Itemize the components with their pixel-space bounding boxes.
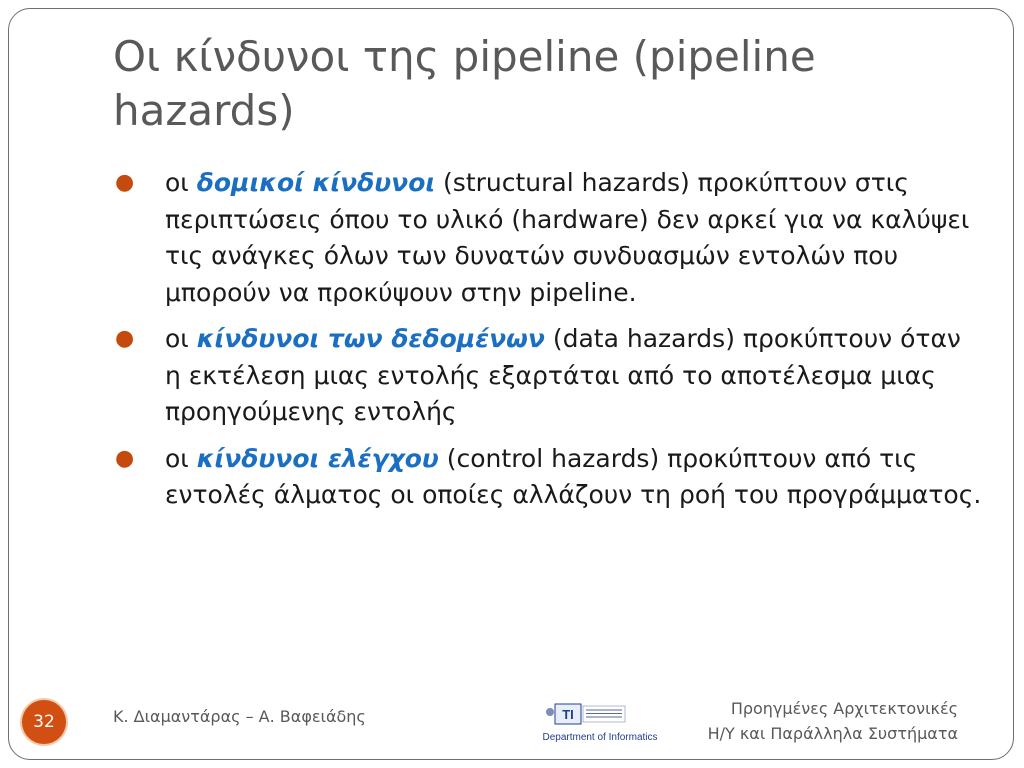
bullet-dot-icon: ● <box>115 445 135 471</box>
bullet-prefix: οι <box>165 168 197 197</box>
footer-authors: Κ. Διαμαντάρας – Α. Βαφειάδης <box>113 707 366 726</box>
logo-emblem-icon <box>546 704 625 724</box>
page-number-badge: 32 <box>22 700 66 744</box>
course-title-line1: Προηγμένες Αρχιτεκτονικές <box>730 699 958 718</box>
bullet-prefix: οι <box>165 443 197 473</box>
svg-text:ΤΙ: ΤΙ <box>562 707 574 722</box>
course-title-line2: Η/Υ και Παράλληλα Συστήματα <box>707 724 958 743</box>
bullet-term: δομικοί κίνδυνοι <box>196 168 436 197</box>
bullet-dot-icon: ● <box>115 170 135 195</box>
bullet-text: (control hazards) προκύπτουν από τις εντολές άλματος οι οποίες αλλάζουν τη ροή του προγράμματος. <box>165 443 982 509</box>
bullet-list <box>113 165 983 524</box>
logo-text: Department of Informatics <box>542 732 658 743</box>
bullet-dot-icon: ● <box>115 326 135 351</box>
bullet-term: κίνδυνοι ελέγχου <box>196 443 439 473</box>
bullet-item-data <box>113 321 983 431</box>
bullet-text: (structural hazards) προκύπτουν στις περιπτώσεις όπου το υλικό (hardware) δεν αρκεί για να καλύψει τις ανάγκες όλων των δυνατών συνδυασμών εντολών που μπορούν να προκύψουν στην pipeline. <box>165 168 970 307</box>
slide-title: Οι κίνδυνοι της pipeline (pipeline hazards) <box>113 32 816 135</box>
course-title <box>708 696 958 746</box>
department-logo <box>525 700 675 744</box>
bullet-item-control <box>113 441 983 514</box>
bullet-text: (data hazards) προκύπτουν όταν η εκτέλεση μιας εντολής εξαρτάται από το αποτέλεσμα μιας προηγούμενης εντολής <box>165 324 961 426</box>
bullet-item-structural <box>113 165 983 311</box>
bullet-prefix: οι <box>165 324 197 353</box>
bullet-term: κίνδυνοι των δεδομένων <box>196 324 545 353</box>
